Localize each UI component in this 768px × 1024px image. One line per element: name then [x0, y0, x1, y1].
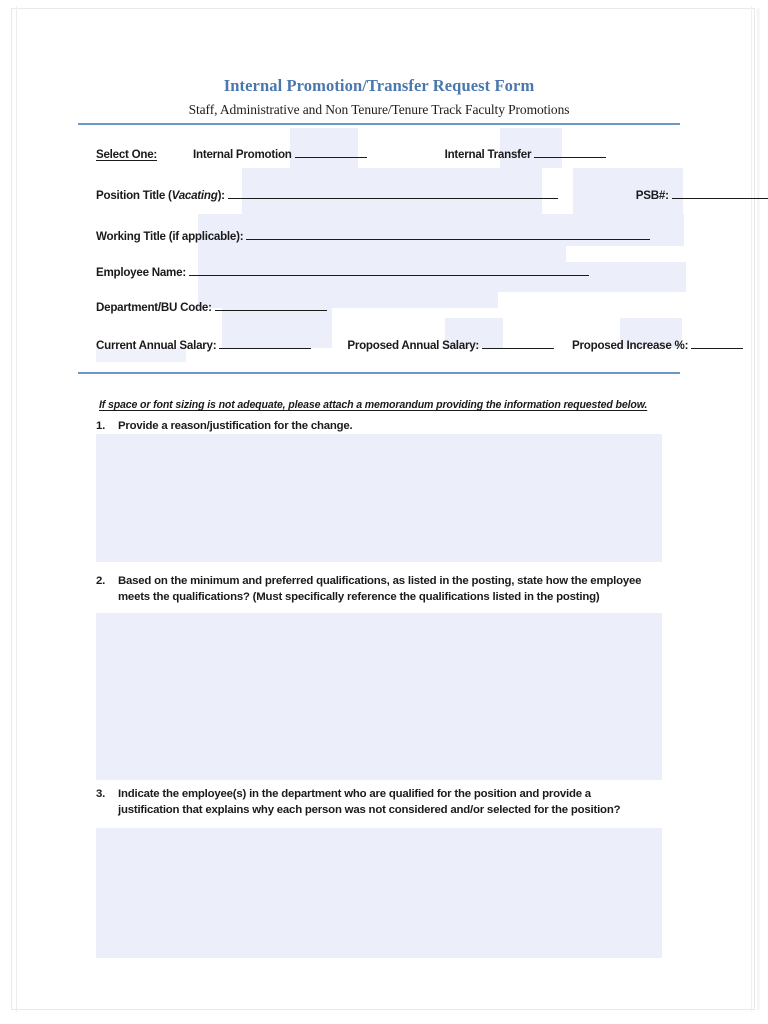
header-divider [78, 123, 680, 125]
question-2-number: 2. [96, 575, 106, 587]
section-divider [78, 372, 680, 374]
department-code-blank[interactable] [215, 299, 327, 311]
question-1-line-1: Provide a reason/justification for the change. [118, 420, 353, 432]
psb-label: PSB#: [635, 189, 669, 202]
position-title-label-end: ): [217, 189, 225, 202]
question-2 [96, 573, 681, 605]
position-title-blank[interactable] [228, 187, 558, 199]
working-title-label: Working Title (if applicable): [96, 230, 244, 243]
page-title: Internal Promotion/Transfer Request Form [223, 76, 535, 95]
question-2-line-1: Based on the minimum and preferred qualifications, as listed in the posting, state how the employee [118, 575, 642, 587]
question-1-text [118, 418, 676, 434]
current-salary-label: Current Annual Salary: [96, 339, 217, 352]
working-title-blank[interactable] [246, 228, 650, 240]
question-3-line-2: justification that explains why each person was not considered and/or selected for the position? [118, 804, 621, 816]
department-code-row [96, 299, 327, 314]
question-2-answer-box[interactable] [96, 613, 662, 780]
attachment-note: If space or font sizing is not adequate, please attach a memorandum providing the information requested below. [99, 399, 648, 411]
employee-name-blank[interactable] [189, 264, 589, 276]
question-2-text [118, 573, 681, 605]
question-3-line-1: Indicate the employee(s) in the department who are qualified for the position and provide a [118, 788, 591, 800]
psb-blank[interactable] [672, 187, 768, 199]
question-2-line-2: meets the qualifications? (Must specifically reference the qualifications listed in the posting) [118, 591, 600, 603]
proposed-salary-blank[interactable] [482, 337, 554, 349]
department-code-label: Department/BU Code: [96, 301, 212, 314]
select-one-label: Select One: [96, 148, 158, 161]
question-3-number: 3. [96, 788, 106, 800]
internal-transfer-label: Internal Transfer [444, 148, 532, 161]
question-3-answer-box[interactable] [96, 828, 662, 958]
position-title-label: Position Title ( [96, 189, 172, 202]
proposed-increase-label: Proposed Increase %: [572, 339, 689, 352]
question-3-text [118, 786, 681, 818]
question-1-number: 1. [96, 420, 106, 432]
working-title-row [96, 228, 650, 243]
question-3 [96, 786, 681, 818]
employee-name-row [96, 264, 589, 279]
proposed-salary-label: Proposed Annual Salary: [347, 339, 480, 352]
internal-transfer-blank[interactable] [534, 146, 606, 158]
page-subtitle: Staff, Administrative and Non Tenure/Tenure Track Faculty Promotions [188, 102, 570, 117]
proposed-increase-blank[interactable] [691, 337, 743, 349]
question-1-answer-box[interactable] [96, 434, 662, 562]
employee-name-label: Employee Name: [96, 266, 186, 279]
question-1 [96, 418, 676, 434]
select-one-row [96, 146, 606, 161]
position-title-row [96, 187, 768, 202]
current-salary-blank[interactable] [219, 337, 311, 349]
salary-row [96, 337, 743, 352]
position-title-emphasis: Vacating [171, 189, 218, 202]
internal-promotion-label: Internal Promotion [193, 148, 292, 161]
internal-promotion-blank[interactable] [295, 146, 367, 158]
